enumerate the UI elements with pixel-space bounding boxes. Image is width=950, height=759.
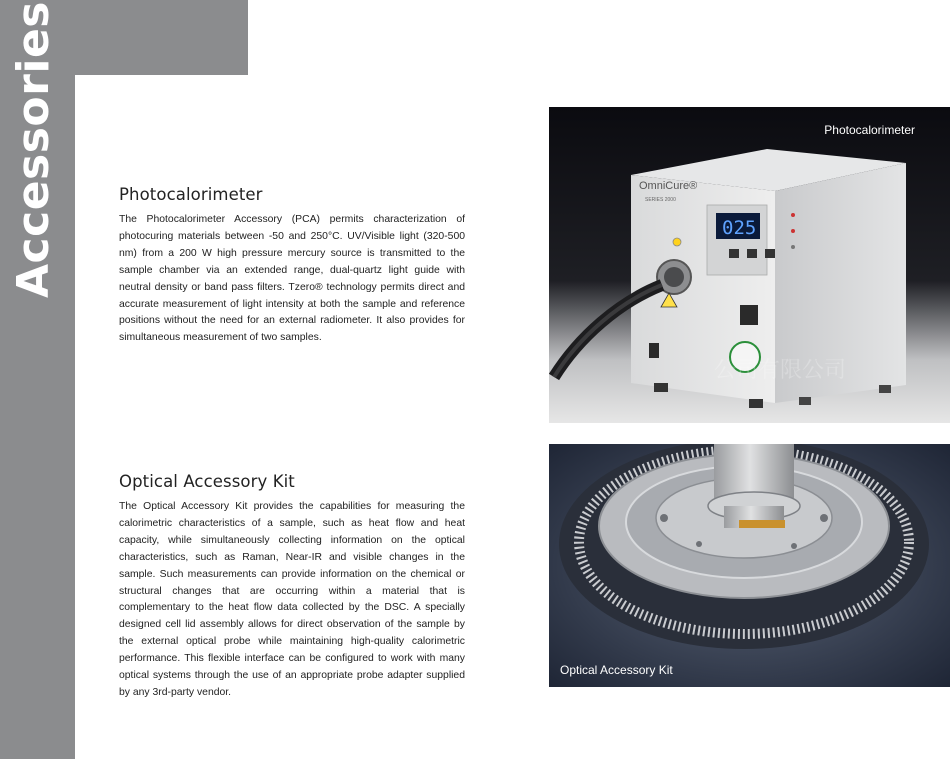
optical-kit-photo-caption: Optical Accessory Kit xyxy=(560,663,673,677)
optical-kit-photo xyxy=(549,444,950,687)
photocalorimeter-heading: Photocalorimeter xyxy=(119,185,263,204)
device-series-label: SERIES 2000 xyxy=(645,197,676,203)
section-side-label: Accessories xyxy=(8,1,59,298)
device-brand-label: OmniCure® xyxy=(639,180,698,192)
photocalorimeter-photo-caption: Photocalorimeter xyxy=(824,123,915,137)
photocalorimeter-section xyxy=(119,185,465,347)
optical-kit-section xyxy=(119,472,465,702)
optical-kit-illustration xyxy=(549,444,950,687)
device-button-2 xyxy=(747,249,757,258)
optical-kit-description: The Optical Accessory Kit provides the capabilities for measuring the calorimetric characteristics of a sample, such as heat flow and heat capacity, while simultaneously collecting information on the optical characteristics, such as Raman, Near-IR and visible changes in the sample. Such measurements can provide information on the chemical or structural changes that are occurring within a material that is complementary to the heat flow data collected by the DSC. A specially designed cell lid assembly allows for direct observation of the sample by the external optical probe while maintaining high-quality calorimetric performance. This flexible interface can be configured to work with many optical systems through the use of an appropriate probe adapter supplied by any 3rd-party vendor. xyxy=(119,501,465,698)
optical-kit-heading: Optical Accessory Kit xyxy=(119,472,295,491)
photocalorimeter-photo xyxy=(549,107,950,423)
photocalorimeter-illustration xyxy=(549,107,950,423)
photo-watermark: 公司有限公司 xyxy=(714,358,847,383)
device-display-readout: 025 xyxy=(722,217,757,239)
device-button-3 xyxy=(765,249,775,258)
photocalorimeter-description: The Photocalorimeter Accessory (PCA) permits characterization of photocuring materials between -50 and 250°C. UV/Visible light (320-500 nm) from a 200 W high pressure mercury source is transmitted to the sample chamber via an extended range, dual-quartz light guide with neutral density or band pass filters. Tzero® technology permits direct and accurate measurement of light intensity at both the sample and reference positions without the need for an external radiometer. It also provides for simultaneous measurement of two samples. xyxy=(119,214,465,344)
device-button-1 xyxy=(729,249,739,258)
